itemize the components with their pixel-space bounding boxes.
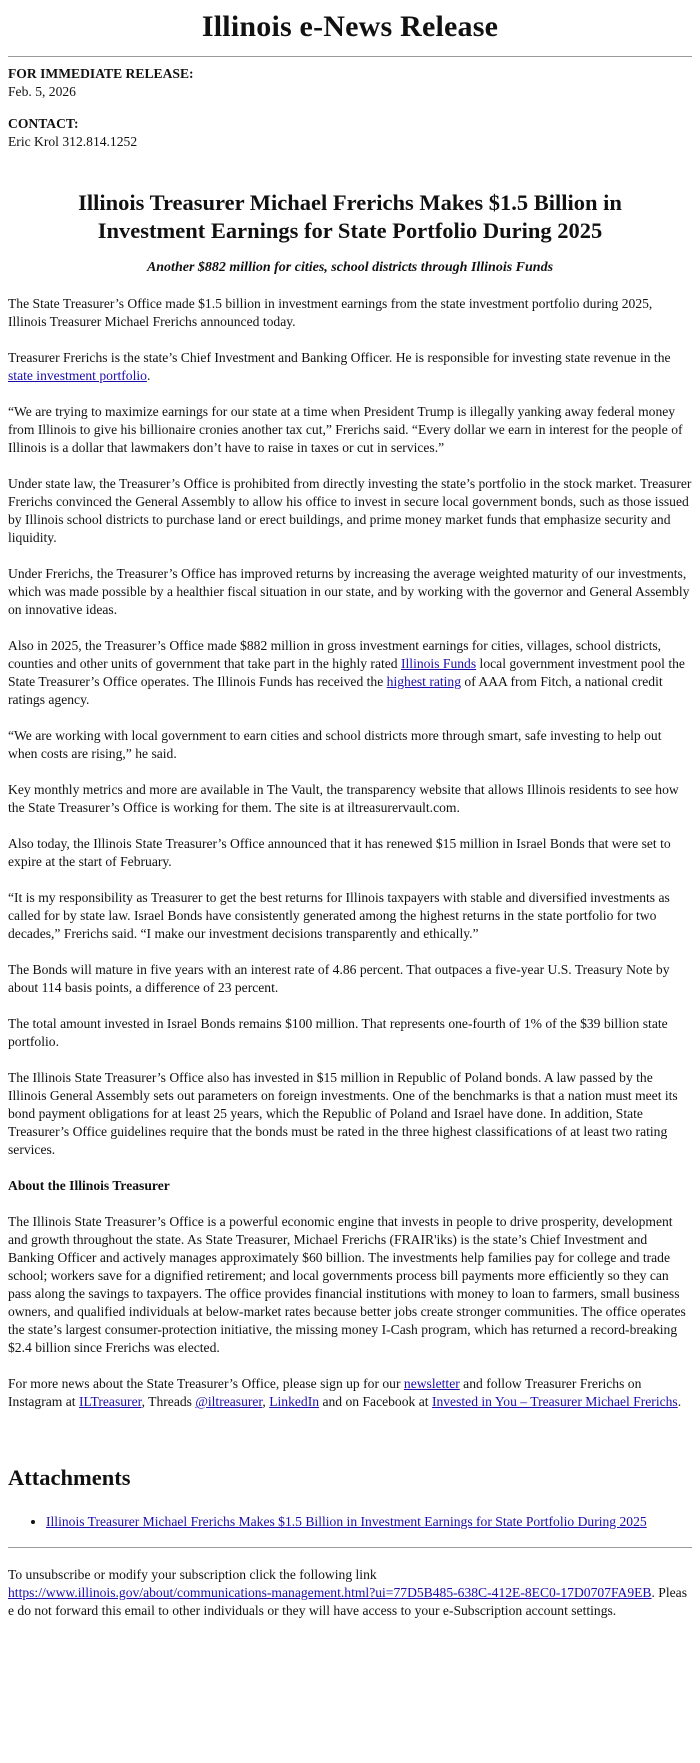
threads-link[interactable]: @iltreasurer [195,1394,263,1409]
linkedin-link[interactable]: LinkedIn [269,1394,320,1409]
paragraph-11: The Bonds will mature in five years with an interest rate of 4.86 percent. That outpaces a five-year U.S. Treasury Note by about 114 basis points, a difference of 23 percent. [8,962,670,995]
paragraph-2-end: . [146,368,151,383]
email-page [8,10,692,1628]
release-meta [8,65,692,151]
top-divider [8,56,692,57]
contact-value: Eric Krol 312.814.1252 [8,134,138,149]
paragraph-4: Under state law, the Treasurer’s Office is prohibited from directly investing the state’s portfolio in the stock market. Treasurer Frerichs convinced the General Assembly to allow his office to invest in secure local government bonds, such as those issued by Illinois school districts to purchase land or erect buildings, and prime money market funds that emphasize security and liquidity. [8,476,692,545]
paragraph-8: Key monthly metrics and more are available in The Vault, the transparency website that allows Illinois residents to see how the State Treasurer’s Office is working for them. The site is at iltreasurervault.com. [8,782,679,815]
about-text: The Illinois State Treasurer’s Office is a powerful economic engine that invests in people to drive prosperity, development and growth throughout the state. As State Treasurer, Michael Frerichs (FRAIR'iks) is the state’s Chief Investment and Banking Officer and actively manages approximately $60 billion. The investments help families pay for college and trade school; workers save for a dignified retirement; and local governments process bill payments more efficiently so they can pass along the savings to taxpayers. The office provides financial institutions with money to loan to farmers, small business owners, and qualified individuals at below-market rates because better jobs create stronger communities. The office operates the state’s largest consumer-protection initiative, the missing money I-Cash program, which has returned a record-breaking $2.4 billion since Frerichs was elected. [8,1214,686,1355]
paragraph-13: The Illinois State Treasurer’s Office also has invested in $15 million in Republic of Poland bonds. A law passed by the Illinois General Assembly sets out parameters on foreign investments. One of the benchmarks is that a nation must meet its bond payment obligations for at least 25 years, which the Republic of Poland and Israel have done. In addition, State Treasurer’s Office guidelines require that the bonds must be rated in the three highest classifications of at least two rating services. [8,1070,678,1157]
unsubscribe-intro: To unsubscribe or modify your subscription click the following link [8,1567,377,1582]
paragraph-2 [8,349,692,385]
paragraph-6-text-a: Also in 2025, the Treasurer’s Office made $882 million in gross investment earnings for cities, villages, school districts, counties and other units of government that take part in the highly rated [8,638,662,671]
subscription-management-link[interactable]: https://www.illinois.gov/about/communications-management.html?ui=77D5B485-638C-412E-8EC0-17D0707FA9EB [8,1585,652,1600]
paragraph-6-text-b: local government investment pool the State Treasurer’s Office operates. The Illinois Funds has received the [8,656,685,689]
footer-divider [8,1547,692,1548]
paragraph-10: “It is my responsibility as Treasurer to get the best returns for Illinois taxpayers with stable and diversified investments as called for by state law. Israel Bonds have consistently generated among the highest returns in the state portfolio for two decades,” Frerichs said. “I make our investment decisions transparently and ethically.” [8,890,670,941]
newsletter-link[interactable]: newsletter [403,1376,460,1391]
state-investment-portfolio-link[interactable]: state investment portfolio [8,368,147,383]
highest-rating-link[interactable]: highest rating [386,674,462,689]
attachments-heading: Attachments [8,1465,131,1490]
contact-block [8,115,692,151]
release-date: Feb. 5, 2026 [8,84,76,99]
paragraph-9: Also today, the Illinois State Treasurer’s Office announced that it has renewed $15 million in Israel Bonds that were set to expire at the start of February. [8,836,671,869]
news-paragraph [8,1375,692,1411]
release-label: FOR IMMEDIATE RELEASE: [8,66,194,81]
masthead-title: Illinois e-News Release [201,10,499,43]
attachment-item [46,1513,692,1531]
news-text-a: For more news about the State Treasurer’s Office, please sign up for our [8,1376,404,1391]
paragraph-2-text: Treasurer Frerichs is the state’s Chief Investment and Banking Officer. He is responsible for investing state revenue in the [8,350,671,365]
news-text-c: , Threads [141,1394,196,1409]
facebook-link[interactable]: Invested in You – Treasurer Michael Frerichs [431,1394,678,1409]
news-text-b: and follow Treasurer Frerichs on Instagram at [8,1376,642,1409]
news-text-f: . [677,1394,682,1409]
attachment-link[interactable]: Illinois Treasurer Michael Frerichs Makes $1.5 Billion in Investment Earnings for State Portfolio During 2025 [46,1514,647,1529]
paragraph-3: “We are trying to maximize earnings for our state at a time when President Trump is illegally yanking away federal money from Illinois to give his billionaire cronies another tax cut,” Frerichs said. “Every dollar we earn in interest for the people of Illinois is a dollar that lawmakers don’t have to raise in taxes or cut in services.” [8,404,683,455]
news-text-d: , [262,1394,270,1409]
contact-label: CONTACT: [8,116,79,131]
paragraph-12: The total amount invested in Israel Bonds remains $100 million. That represents one-fourth of 1% of the $39 billion state portfolio. [8,1016,668,1049]
unsubscribe-warning: . Please do not forward this email to other individuals or they will have access to your e-Subscription account settings. [8,1585,687,1618]
paragraph-7: “We are working with local government to earn cities and school districts more through smart, safe investing to help out when costs are rising,” he said. [8,728,662,761]
news-text-e: and on Facebook at [319,1394,432,1409]
subhead: Another $882 million for cities, school districts through Illinois Funds [146,260,554,275]
paragraph-1: The State Treasurer’s Office made $1.5 billion in investment earnings from the state investment portfolio during 2025, Illinois Treasurer Michael Frerichs announced today. [8,296,653,329]
headline: Illinois Treasurer Michael Frerichs Makes $1.5 Billion in Investment Earnings for State Portfolio During 2025 [78,190,622,243]
attachments-list [8,1513,692,1531]
unsubscribe-block [8,1566,692,1620]
paragraph-6 [8,637,692,709]
paragraph-6-text-c: of AAA from Fitch, a national credit ratings agency. [8,674,663,707]
paragraph-5: Under Frerichs, the Treasurer’s Office has improved returns by increasing the average weighted maturity of our investments, which was made possible by a healthier fiscal situation in our state, and by working with the governor and General Assembly on innovative ideas. [8,566,690,617]
instagram-link[interactable]: ILTreasurer [78,1394,142,1409]
unsubscribe-text [8,1566,692,1620]
illinois-funds-link[interactable]: Illinois Funds [400,656,477,671]
about-heading: About the Illinois Treasurer [8,1178,170,1193]
